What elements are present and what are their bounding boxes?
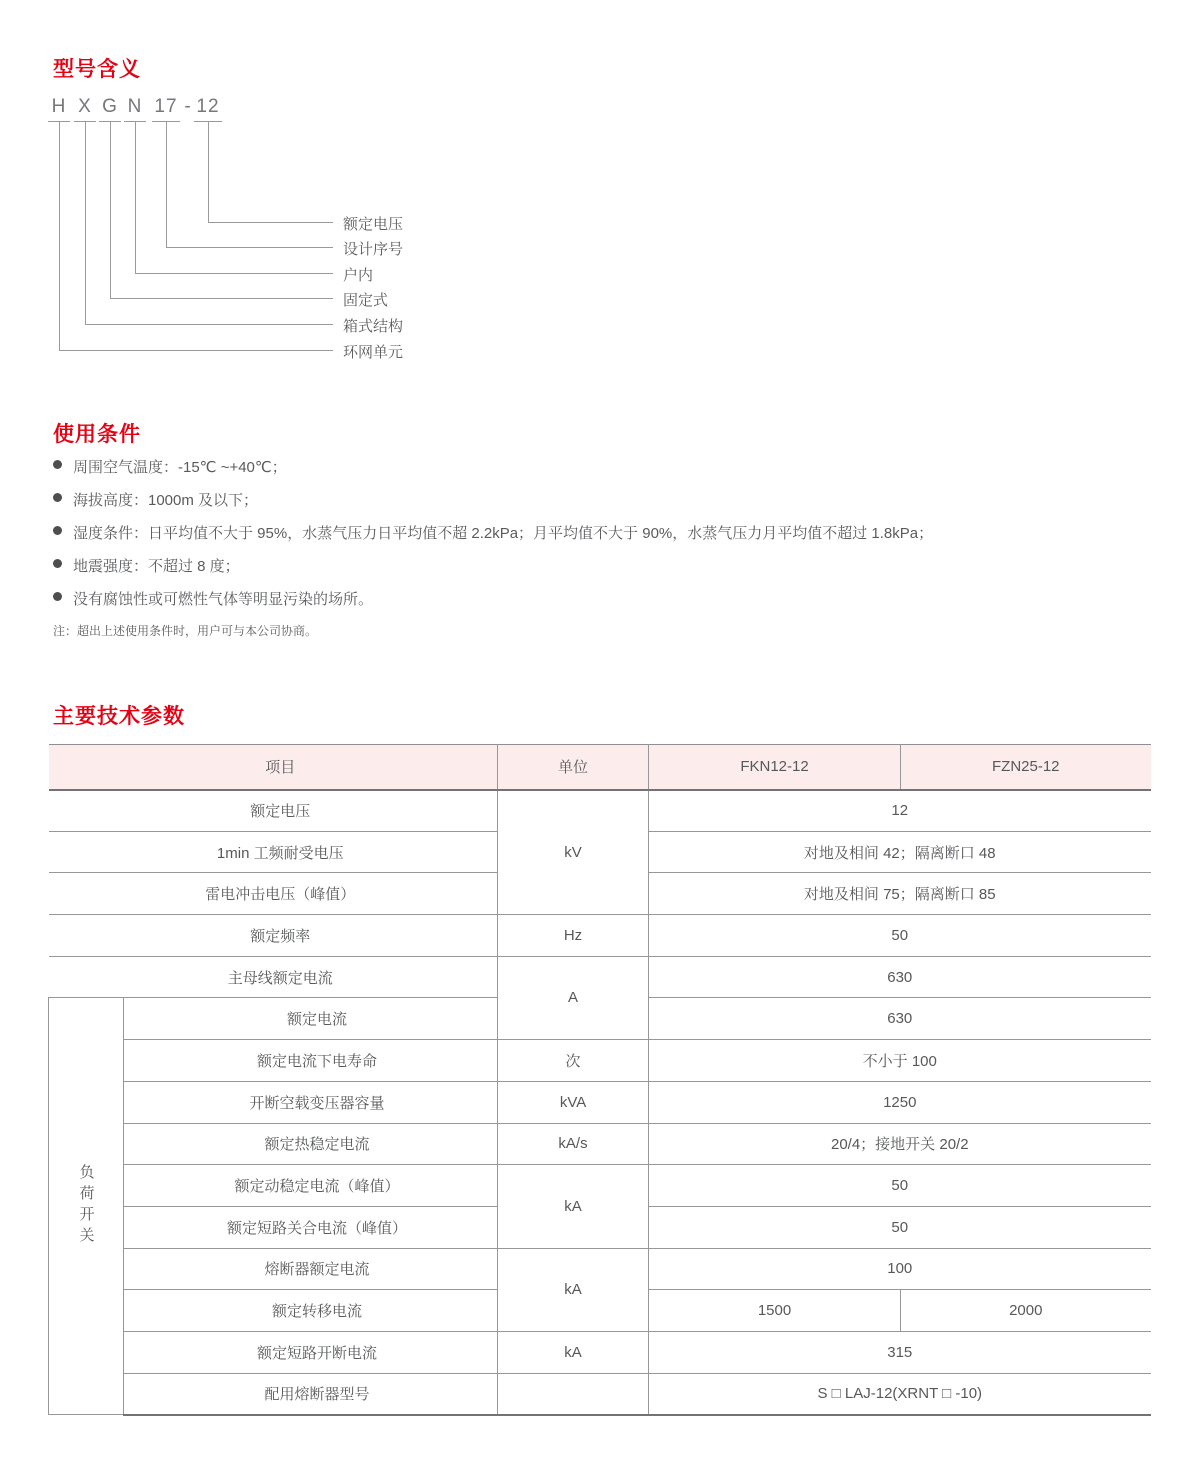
value-cell-fkn: 1500: [649, 1290, 901, 1332]
unit-cell: kA: [498, 1248, 649, 1331]
item-cell: 额定短路关合电流（峰值）: [124, 1206, 498, 1248]
condition-text: 海拔高度：1000m 及以下；: [73, 492, 259, 509]
model-code-char: 17: [154, 96, 178, 117]
item-cell: 雷电冲击电压（峰值）: [49, 873, 498, 915]
table-row: [49, 1373, 1151, 1415]
connector-hline: [135, 273, 333, 274]
conditions-note: 注：超出上述使用条件时，用户可与本公司协商。: [53, 624, 318, 638]
item-cell: 额定电压: [49, 790, 498, 832]
table-row: [49, 956, 1151, 998]
bullet-dot: [53, 559, 62, 568]
value-cell: 100: [649, 1248, 1151, 1290]
header-cell-col2: FZN25-12: [901, 745, 1151, 790]
table-row: [49, 790, 1151, 832]
table-row: [49, 1165, 1151, 1207]
value-cell: 50: [649, 915, 1151, 957]
value-cell-fzn: 2000: [901, 1290, 1151, 1332]
model-code-char: 12: [196, 96, 220, 117]
connector-hline: [59, 350, 333, 351]
table-row: [49, 1081, 1151, 1123]
value-cell: S □ LAJ-12(XRNT □ -10): [649, 1373, 1151, 1415]
diagram-label: 额定电压: [343, 216, 404, 233]
diagram-label: 固定式: [343, 292, 389, 309]
item-cell: 开断空载变压器容量: [124, 1081, 498, 1123]
connector-vline: [110, 122, 111, 299]
table-row: [49, 1123, 1151, 1165]
condition-text: 湿度条件：日平均值不大于 95%，水蒸气压力日平均值不超 2.2kPa；月平均值不大于 90%，水蒸气压力月平均值不超过 1.8kPa；: [73, 525, 934, 542]
unit-cell: A: [498, 956, 649, 1039]
condition-item: [53, 489, 1153, 522]
value-cell: 630: [649, 998, 1151, 1040]
connector-hline: [166, 247, 333, 248]
condition-item: [53, 588, 1153, 621]
value-cell: 对地及相间 75；隔离断口 85: [649, 873, 1151, 915]
bullet-dot: [53, 526, 62, 535]
model-code-char: H: [51, 96, 67, 117]
connector-hline: [208, 222, 333, 223]
connector-vline: [166, 122, 167, 248]
connector-vline: [208, 122, 209, 223]
model-code-char: -: [184, 96, 192, 117]
condition-text: 周围空气温度：-15℃ ~+40℃；: [73, 459, 287, 476]
conditions-list: [53, 456, 1153, 621]
table-row: [49, 1040, 1151, 1082]
item-cell: 额定转移电流: [124, 1290, 498, 1332]
bullet-dot: [53, 460, 62, 469]
value-cell: 315: [649, 1331, 1151, 1373]
condition-item: [53, 456, 1153, 489]
item-cell: 熔断器额定电流: [124, 1248, 498, 1290]
value-cell: 不小于 100: [649, 1040, 1151, 1082]
connector-vline: [85, 122, 86, 325]
group-cell-load-switch: 负荷开关: [49, 998, 124, 1415]
condition-text: 没有腐蚀性或可燃性气体等明显污染的场所。: [73, 591, 374, 608]
section-title-conditions: 使用条件: [53, 423, 141, 446]
unit-cell: 次: [498, 1040, 649, 1082]
item-cell: 主母线额定电流: [49, 956, 498, 998]
table-row: [49, 1331, 1151, 1373]
section-title-parameters: 主要技术参数: [53, 705, 185, 728]
diagram-label: 户内: [343, 267, 374, 284]
item-cell: 额定动稳定电流（峰值）: [124, 1165, 498, 1207]
value-cell: 630: [649, 956, 1151, 998]
item-cell: 额定电流下电寿命: [124, 1040, 498, 1082]
value-cell: 50: [649, 1165, 1151, 1207]
connector-vline: [135, 122, 136, 274]
value-cell: 1250: [649, 1081, 1151, 1123]
model-code-diagram: [0, 0, 1200, 400]
condition-text: 地震强度：不超过 8 度；: [73, 558, 240, 575]
model-code-char: G: [102, 96, 118, 117]
header-cell-col1: FKN12-12: [649, 745, 901, 790]
unit-cell: kA: [498, 1331, 649, 1373]
connector-hline: [110, 298, 333, 299]
item-cell: 配用熔断器型号: [124, 1373, 498, 1415]
unit-cell: Hz: [498, 915, 649, 957]
table-row: [49, 915, 1151, 957]
header-cell-item: 项目: [49, 745, 498, 790]
header-cell-unit: 单位: [498, 745, 649, 790]
connector-vline: [59, 122, 60, 351]
value-cell: 20/4；接地开关 20/2: [649, 1123, 1151, 1165]
item-cell: 额定热稳定电流: [124, 1123, 498, 1165]
value-cell: 50: [649, 1206, 1151, 1248]
section-title-model-meaning: 型号含义: [53, 58, 141, 81]
diagram-label: 环网单元: [343, 344, 404, 361]
connector-hline: [85, 324, 333, 325]
model-code-char: N: [127, 96, 143, 117]
value-cell: 对地及相间 42；隔离断口 48: [649, 831, 1151, 873]
bullet-dot: [53, 592, 62, 601]
diagram-label: 箱式结构: [343, 318, 404, 335]
unit-cell: [498, 1373, 649, 1415]
bullet-dot: [53, 493, 62, 502]
item-cell: 1min 工频耐受电压: [49, 831, 498, 873]
unit-cell: kA: [498, 1165, 649, 1248]
condition-item: [53, 522, 1153, 555]
unit-cell: kV: [498, 790, 649, 915]
params-table: [48, 744, 1151, 1416]
item-cell: 额定短路开断电流: [124, 1331, 498, 1373]
table-header-row: [49, 745, 1151, 790]
value-cell: 12: [649, 790, 1151, 832]
model-code-char: X: [78, 96, 92, 117]
item-cell: 额定频率: [49, 915, 498, 957]
table-row: [49, 1248, 1151, 1290]
diagram-label: 设计序号: [343, 241, 404, 258]
item-cell: 额定电流: [124, 998, 498, 1040]
condition-item: [53, 555, 1153, 588]
unit-cell: kVA: [498, 1081, 649, 1123]
unit-cell: kA/s: [498, 1123, 649, 1165]
